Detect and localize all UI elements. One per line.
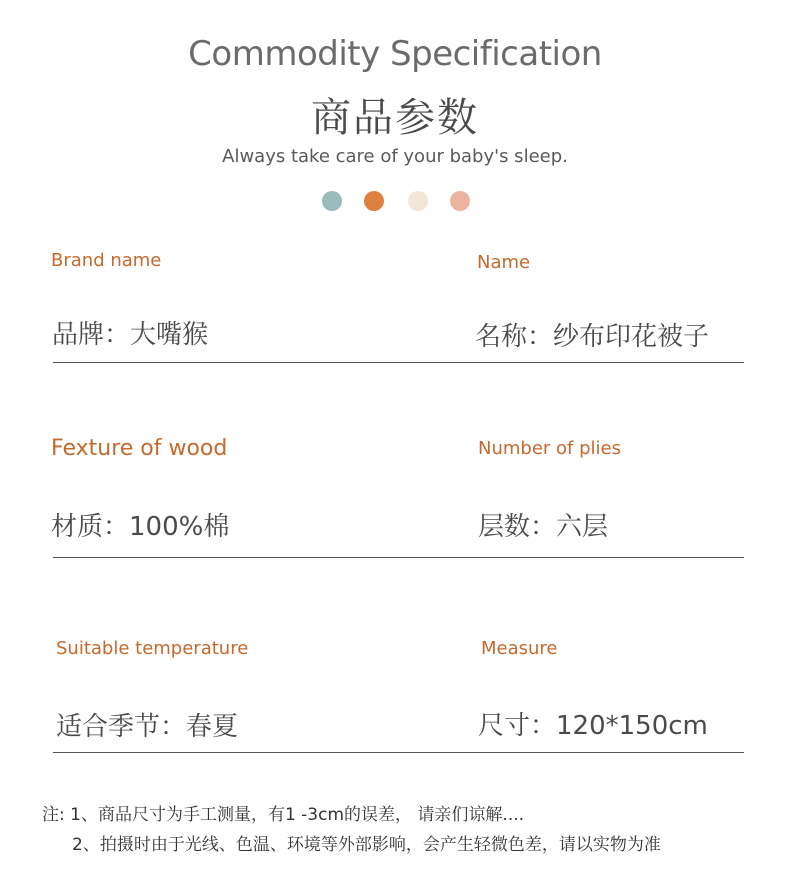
- color-dot: [322, 191, 342, 211]
- note-line-2: 2、拍摄时由于光线、色温、环境等外部影响，会产生轻微色差，请以实物为准: [72, 835, 661, 855]
- page-title-en: Commodity Specification: [188, 34, 602, 74]
- season-value: 适合季节：春夏: [56, 712, 239, 742]
- plies-label: Number of plies: [478, 438, 621, 459]
- material-value: 材质：100%棉: [51, 512, 230, 542]
- season-label: Suitable temperature: [56, 638, 249, 659]
- material-label: Fexture of wood: [51, 436, 228, 461]
- page-title-cn: 商品参数: [311, 95, 479, 141]
- divider: [53, 752, 744, 753]
- note-line-1: 注: 1、商品尺寸为手工测量，有1 -3cm的误差， 请亲们谅解....: [42, 805, 525, 825]
- brand-value: 品牌：大嘴猴: [52, 320, 209, 350]
- color-dot: [408, 191, 428, 211]
- name-value: 名称：纱布印花被子: [475, 322, 710, 352]
- divider: [53, 557, 744, 558]
- divider: [53, 362, 744, 363]
- tagline: Always take care of your baby's sleep.: [222, 146, 568, 167]
- brand-label: Brand name: [51, 250, 162, 271]
- name-label: Name: [477, 252, 531, 273]
- plies-value: 层数：六层: [478, 512, 609, 542]
- color-dot: [450, 191, 470, 211]
- measure-label: Measure: [481, 638, 558, 659]
- color-dot: [364, 191, 384, 211]
- measure-value: 尺寸：120*150cm: [478, 711, 708, 741]
